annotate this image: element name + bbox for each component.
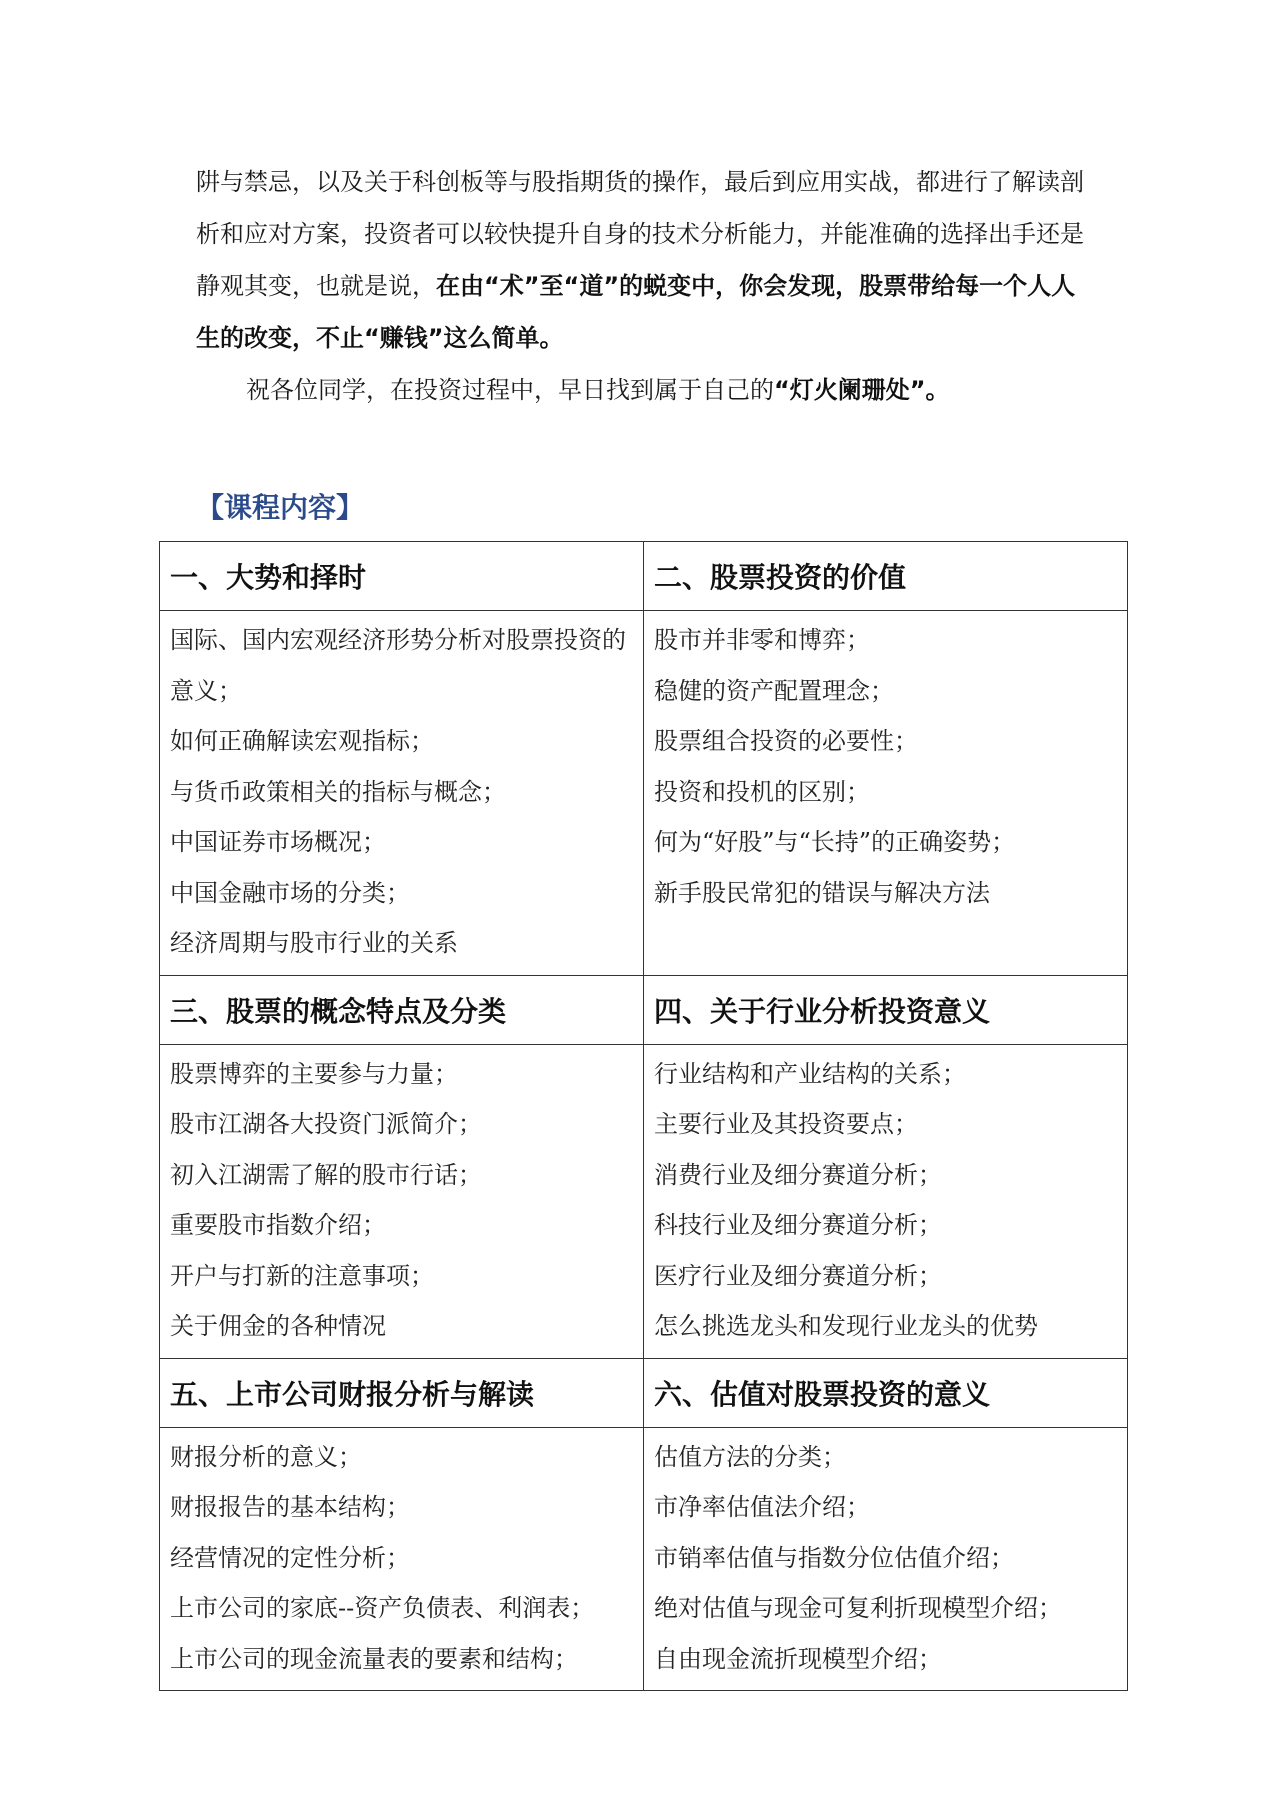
list-item: 初入江湖需了解的股市行话； — [170, 1160, 482, 1189]
intro-paragraph-2 — [196, 364, 1096, 416]
list-item: 股票组合投资的必要性； — [654, 727, 918, 755]
blessing-text-plain: 祝各位同学，在投资过程中，早日找到属于自己的 — [246, 376, 774, 404]
list-item: 重要股市指数介绍； — [170, 1211, 386, 1239]
list-item: 国际、国内宏观经济形势分析对股票投资的意义； — [170, 626, 626, 705]
list-item: 经营情况的定性分析； — [170, 1543, 410, 1572]
section-2-items — [644, 611, 1128, 976]
list-item: 何为“好股”与“长持”的正确姿势； — [654, 828, 1016, 856]
list-item: 上市公司的家底--资产负债表、利润表； — [170, 1594, 595, 1622]
list-item: 稳健的资产配置理念； — [654, 676, 894, 705]
section-5-items — [160, 1427, 644, 1691]
list-item: 如何正确解读宏观指标； — [170, 727, 434, 755]
list-item: 自由现金流折现模型介绍； — [654, 1644, 942, 1673]
intro-paragraph-1 — [196, 156, 1096, 364]
section-4-items — [644, 1044, 1128, 1358]
list-item: 科技行业及细分赛道分析； — [654, 1211, 942, 1239]
list-item: 与货币政策相关的指标与概念； — [170, 777, 506, 806]
list-item: 医疗行业及细分赛道分析； — [654, 1261, 942, 1290]
list-item: 中国证券市场概况； — [170, 828, 386, 856]
list-item: 财报分析的意义； — [170, 1442, 362, 1471]
table-body-row — [160, 1427, 1128, 1691]
section-1-title: 一、大势和择时 — [160, 542, 644, 611]
intro-text-bold: 在由“术”至“道”的蜕变中，你会发现，股票带给每一个人人生的改变，不止“赚钱”这么简单。 — [196, 272, 1076, 352]
section-title: 【课程内容】 — [196, 491, 365, 524]
section-4-title: 四、关于行业分析投资意义 — [644, 975, 1128, 1044]
list-item: 经济周期与股市行业的关系 — [170, 929, 458, 957]
intro-text-plain: 阱与禁忌，以及关于科创板等与股指期货的操作，最后到应用实战，都进行了解读剖析和应对方案，投资者可以较快提升自身的技术分析能力，并能准确的选择出手还是静观其变，也就是说， — [196, 168, 1084, 300]
table-header-row — [160, 542, 1128, 611]
list-item: 市销率估值与指数分位估值介绍； — [654, 1543, 1014, 1572]
table-header-row — [160, 1358, 1128, 1427]
intro-text — [196, 156, 1096, 416]
list-item: 上市公司的现金流量表的要素和结构； — [170, 1644, 578, 1673]
table-body-row — [160, 1044, 1128, 1358]
list-item: 绝对估值与现金可复利折现模型介绍； — [654, 1594, 1062, 1622]
list-item: 市净率估值法介绍； — [654, 1493, 870, 1521]
section-3-title: 三、股票的概念特点及分类 — [160, 975, 644, 1044]
section-6-items — [644, 1427, 1128, 1691]
list-item: 关于佣金的各种情况 — [170, 1312, 386, 1340]
list-item: 怎么挑选龙头和发现行业龙头的优势 — [654, 1312, 1038, 1340]
blessing-text-bold: “灯火阑珊处”。 — [774, 376, 950, 404]
list-item: 主要行业及其投资要点； — [654, 1110, 918, 1138]
section-5-title: 五、上市公司财报分析与解读 — [160, 1358, 644, 1427]
course-content-table — [159, 541, 1128, 1691]
section-2-title: 二、股票投资的价值 — [644, 542, 1128, 611]
list-item: 估值方法的分类； — [654, 1442, 846, 1471]
section-3-items — [160, 1044, 644, 1358]
list-item: 中国金融市场的分类； — [170, 878, 410, 907]
list-item: 开户与打新的注意事项； — [170, 1261, 434, 1290]
list-item: 股市并非零和博弈； — [654, 626, 870, 654]
list-item: 股市江湖各大投资门派简介； — [170, 1110, 482, 1138]
section-6-title: 六、估值对股票投资的意义 — [644, 1358, 1128, 1427]
table-header-row — [160, 975, 1128, 1044]
list-item: 行业结构和产业结构的关系； — [654, 1059, 966, 1088]
list-item: 投资和投机的区别； — [654, 777, 870, 806]
list-item: 消费行业及细分赛道分析； — [654, 1160, 942, 1189]
section-1-items — [160, 611, 644, 976]
list-item: 新手股民常犯的错误与解决方法 — [654, 878, 990, 907]
table-body-row — [160, 611, 1128, 976]
list-item: 股票博弈的主要参与力量； — [170, 1059, 458, 1088]
list-item: 财报报告的基本结构； — [170, 1493, 410, 1521]
